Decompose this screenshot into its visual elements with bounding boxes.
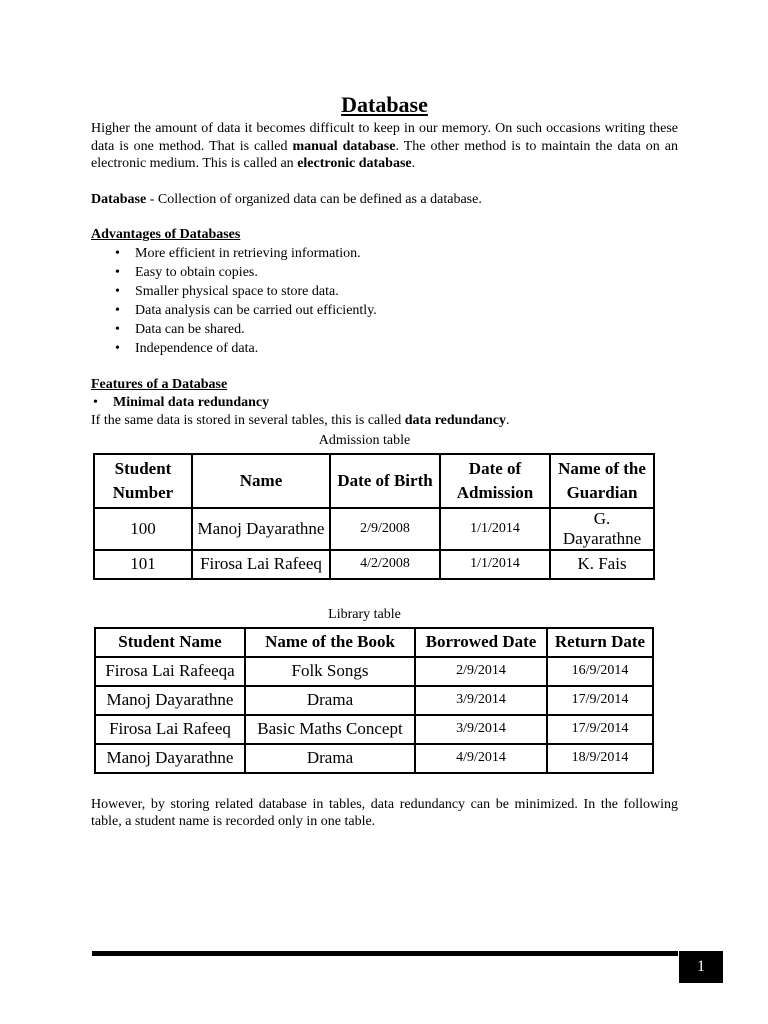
table-cell: 16/9/2014 xyxy=(547,657,653,686)
redundancy-text-2: . xyxy=(506,413,510,428)
table-cell: 2/9/2008 xyxy=(330,508,440,550)
column-header-name: Name xyxy=(192,454,330,508)
definition-term: Database xyxy=(91,191,147,207)
column-header-student-number: Student Number xyxy=(94,454,192,508)
redundancy-paragraph xyxy=(91,412,678,430)
table-header-row xyxy=(94,454,654,508)
closing-paragraph: However, by storing related database in tables, data redundancy can be minimized. In the following table, a student name is recorded only in one table. xyxy=(91,796,678,829)
table-cell: 4/9/2014 xyxy=(415,744,547,773)
list-item: • Easy to obtain copies. xyxy=(115,263,678,282)
column-header-borrowed-date: Borrowed Date xyxy=(415,628,547,657)
definition-paragraph xyxy=(91,191,678,209)
column-header-date-of-admission: Date of Admission xyxy=(440,454,550,508)
table-cell: Firosa Lai Rafeeq xyxy=(192,550,330,579)
table-cell: 101 xyxy=(94,550,192,579)
table-cell: 3/9/2014 xyxy=(415,686,547,715)
manual-database-term: manual database xyxy=(292,138,396,154)
data-redundancy-term: data redundancy xyxy=(404,413,507,428)
list-item: • Data analysis can be carried out efficiently. xyxy=(115,301,678,320)
table-cell: Folk Songs xyxy=(245,657,415,686)
redundancy-text-1: If the same data is stored in several tables, this is called xyxy=(91,413,405,428)
advantages-heading: Advantages of Databases xyxy=(91,227,241,242)
table-header-row xyxy=(95,628,653,657)
definition-text: - Collection of organized data can be defined as a database. xyxy=(146,191,482,207)
page-title: Database xyxy=(341,92,428,117)
library-table-caption: Library table xyxy=(328,606,401,622)
table-cell: Manoj Dayarathne xyxy=(95,744,245,773)
table-cell: Manoj Dayarathne xyxy=(95,686,245,715)
footer-rule xyxy=(92,951,678,956)
table-cell: 100 xyxy=(94,508,192,550)
list-item: • Independence of data. xyxy=(115,339,678,358)
intro-paragraph xyxy=(91,120,678,173)
list-item: • More efficient in retrieving information. xyxy=(115,244,678,263)
table-row xyxy=(95,715,653,744)
table-cell: 1/1/2014 xyxy=(440,550,550,579)
document-page xyxy=(91,92,678,831)
column-header-return-date: Return Date xyxy=(547,628,653,657)
table-cell: 2/9/2014 xyxy=(415,657,547,686)
table-cell: Firosa Lai Rafeeqa xyxy=(95,657,245,686)
table-row xyxy=(94,550,654,579)
feature-bullet-redundancy: • Minimal data redundancy xyxy=(91,394,678,412)
table-cell: Drama xyxy=(245,744,415,773)
column-header-book-name: Name of the Book xyxy=(245,628,415,657)
table-row xyxy=(95,744,653,773)
column-header-student-name: Student Name xyxy=(95,628,245,657)
table-cell: 17/9/2014 xyxy=(547,686,653,715)
list-item: • Data can be shared. xyxy=(115,320,678,339)
table-cell: 4/2/2008 xyxy=(330,550,440,579)
table-row xyxy=(95,657,653,686)
intro-text-2: . The other method is to maintain the data on an electronic medium. This is called an xyxy=(91,138,678,171)
table-cell: 3/9/2014 xyxy=(415,715,547,744)
library-table xyxy=(94,627,654,774)
table-cell: K. Fais xyxy=(550,550,654,579)
table-cell: Basic Maths Concept xyxy=(245,715,415,744)
table-row xyxy=(94,508,654,550)
intro-text-1: Higher the amount of data it becomes difficult to keep in our memory. On such occasions writing these data is one method. That is called xyxy=(91,121,678,154)
table-cell: Firosa Lai Rafeeq xyxy=(95,715,245,744)
page-number: 1 xyxy=(679,951,723,983)
table-row xyxy=(95,686,653,715)
table-cell: G. Dayarathne xyxy=(550,508,654,550)
features-heading: Features of a Database xyxy=(91,377,228,392)
intro-text-3: . xyxy=(411,156,416,171)
table-cell: Manoj Dayarathne xyxy=(192,508,330,550)
list-item: • Smaller physical space to store data. xyxy=(115,282,678,301)
column-header-guardian: Name of the Guardian xyxy=(550,454,654,508)
table-cell: 1/1/2014 xyxy=(440,508,550,550)
electronic-database-term: electronic database xyxy=(297,156,412,171)
table-cell: 18/9/2014 xyxy=(547,744,653,773)
admission-table xyxy=(93,453,655,580)
admission-table-caption: Admission table xyxy=(318,432,411,448)
advantages-list xyxy=(91,244,678,358)
table-cell: Drama xyxy=(245,686,415,715)
table-cell: 17/9/2014 xyxy=(547,715,653,744)
column-header-date-of-birth: Date of Birth xyxy=(330,454,440,508)
